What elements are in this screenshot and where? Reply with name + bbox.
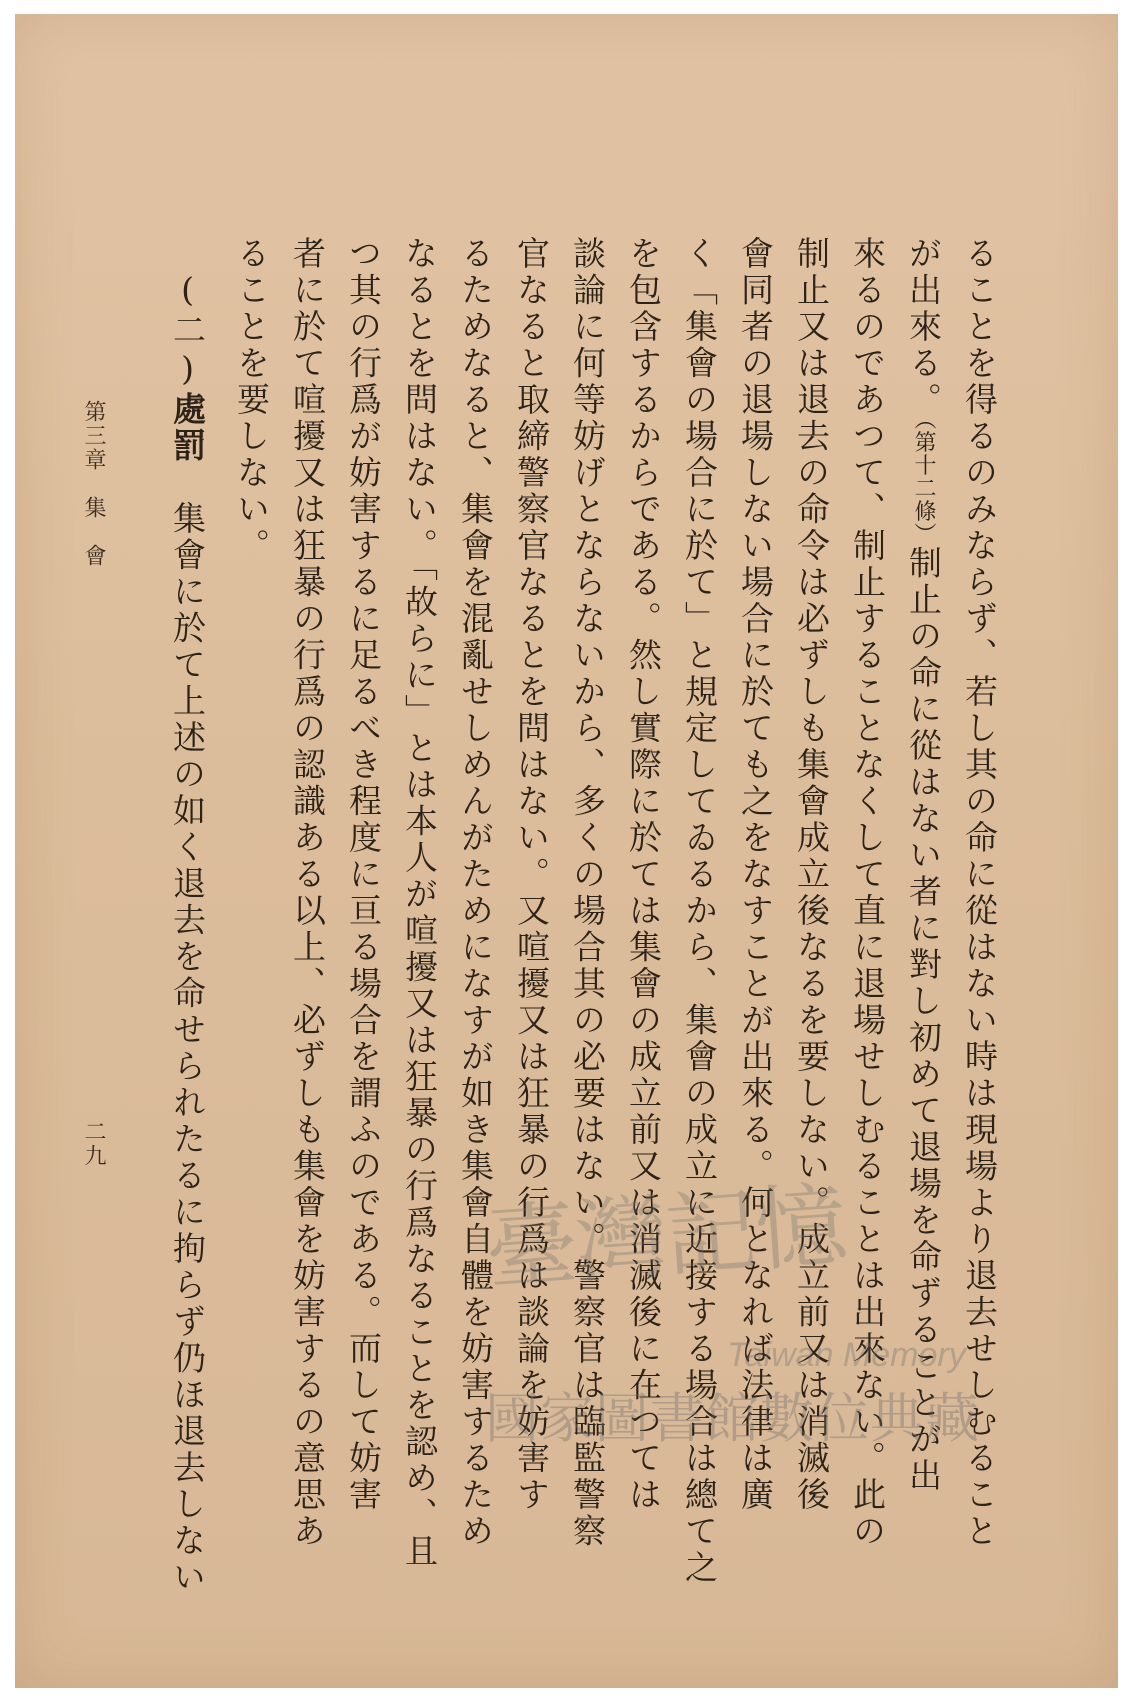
text-column-4: 制止又は退去の命令は必ずしも集會成立後なるを要しない。成立前又は消滅後 xyxy=(792,236,831,1514)
text-column-2-head: が出來る。 xyxy=(904,236,943,419)
text-column-2-tail: 制止の命に從はない者に對し初めて退場を命ずることが出 xyxy=(904,545,943,1495)
text-column-9: 官なると取締警察官なるとを問はない。又喧擾又は狂暴の行爲は談論を妨害す xyxy=(512,236,551,1514)
book-page xyxy=(15,14,1118,1688)
watermark-national-library: 國家圖書館數位典藏 xyxy=(485,1387,980,1450)
penalty-section-marker: (二) xyxy=(168,270,207,392)
text-column-10: るためなると、集會を混亂せしめんがためになすが如き集會自體を妨害するため xyxy=(456,236,495,1550)
text-column-2 xyxy=(904,236,943,1495)
text-column-13: 者に於て喧擾又は狂暴の行爲の認識ある以上、必ずしも集會を妨害するの意思あ xyxy=(288,236,327,1550)
penalty-section-text: 集會に於て上述の如く退去を命せられたるに拘らず仍ほ退去しない xyxy=(168,501,207,1596)
penalty-section-column xyxy=(168,270,207,1596)
page-number: 二九 xyxy=(81,1120,106,1168)
penalty-section-heading: 處罰 xyxy=(168,391,207,465)
watermark-taiwan-memory-chinese: 臺灣記憶 xyxy=(482,1171,849,1304)
text-column-3: 來るのであつて、制止することなくして直に退場せしむることは出來ない。此の xyxy=(848,236,887,1550)
text-column-5: 會同者の退場しない場合に於ても之をなすことが出來る。何となれば法律は廣 xyxy=(736,236,775,1514)
running-head: 第三章 集 會 xyxy=(81,400,106,568)
penalty-section-spacer xyxy=(168,465,207,502)
text-column-8: 談論に何等妨げとならないから、多くの場合其の必要はない。警察官は臨監警察 xyxy=(568,236,607,1550)
text-column-7: を包含するからである。然し實際に於ては集會の成立前又は消滅後に在つては xyxy=(624,236,663,1514)
text-column-11: なるとを問はない。「故らに」とは本人が喧擾又は狂暴の行爲なることを認め、且 xyxy=(400,236,439,1570)
watermark-taiwan-memory-english: Taiwan Memory xyxy=(727,1336,966,1374)
text-column-12: つ其の行爲が妨害するに足るべき程度に亘る場合を謂ふのである。而して妨害 xyxy=(344,236,383,1514)
text-column-14: ることを要しない。 xyxy=(232,236,271,565)
text-column-1: ることを得るのみならず、若し其の命に從はない時は現場より退去せしむること xyxy=(960,236,999,1550)
text-column-6: く「集會の場合に於て」と規定してゐるから、集會の成立に近接する場合は總て之 xyxy=(680,236,719,1587)
article-reference-note: （第十二條） xyxy=(911,418,936,546)
